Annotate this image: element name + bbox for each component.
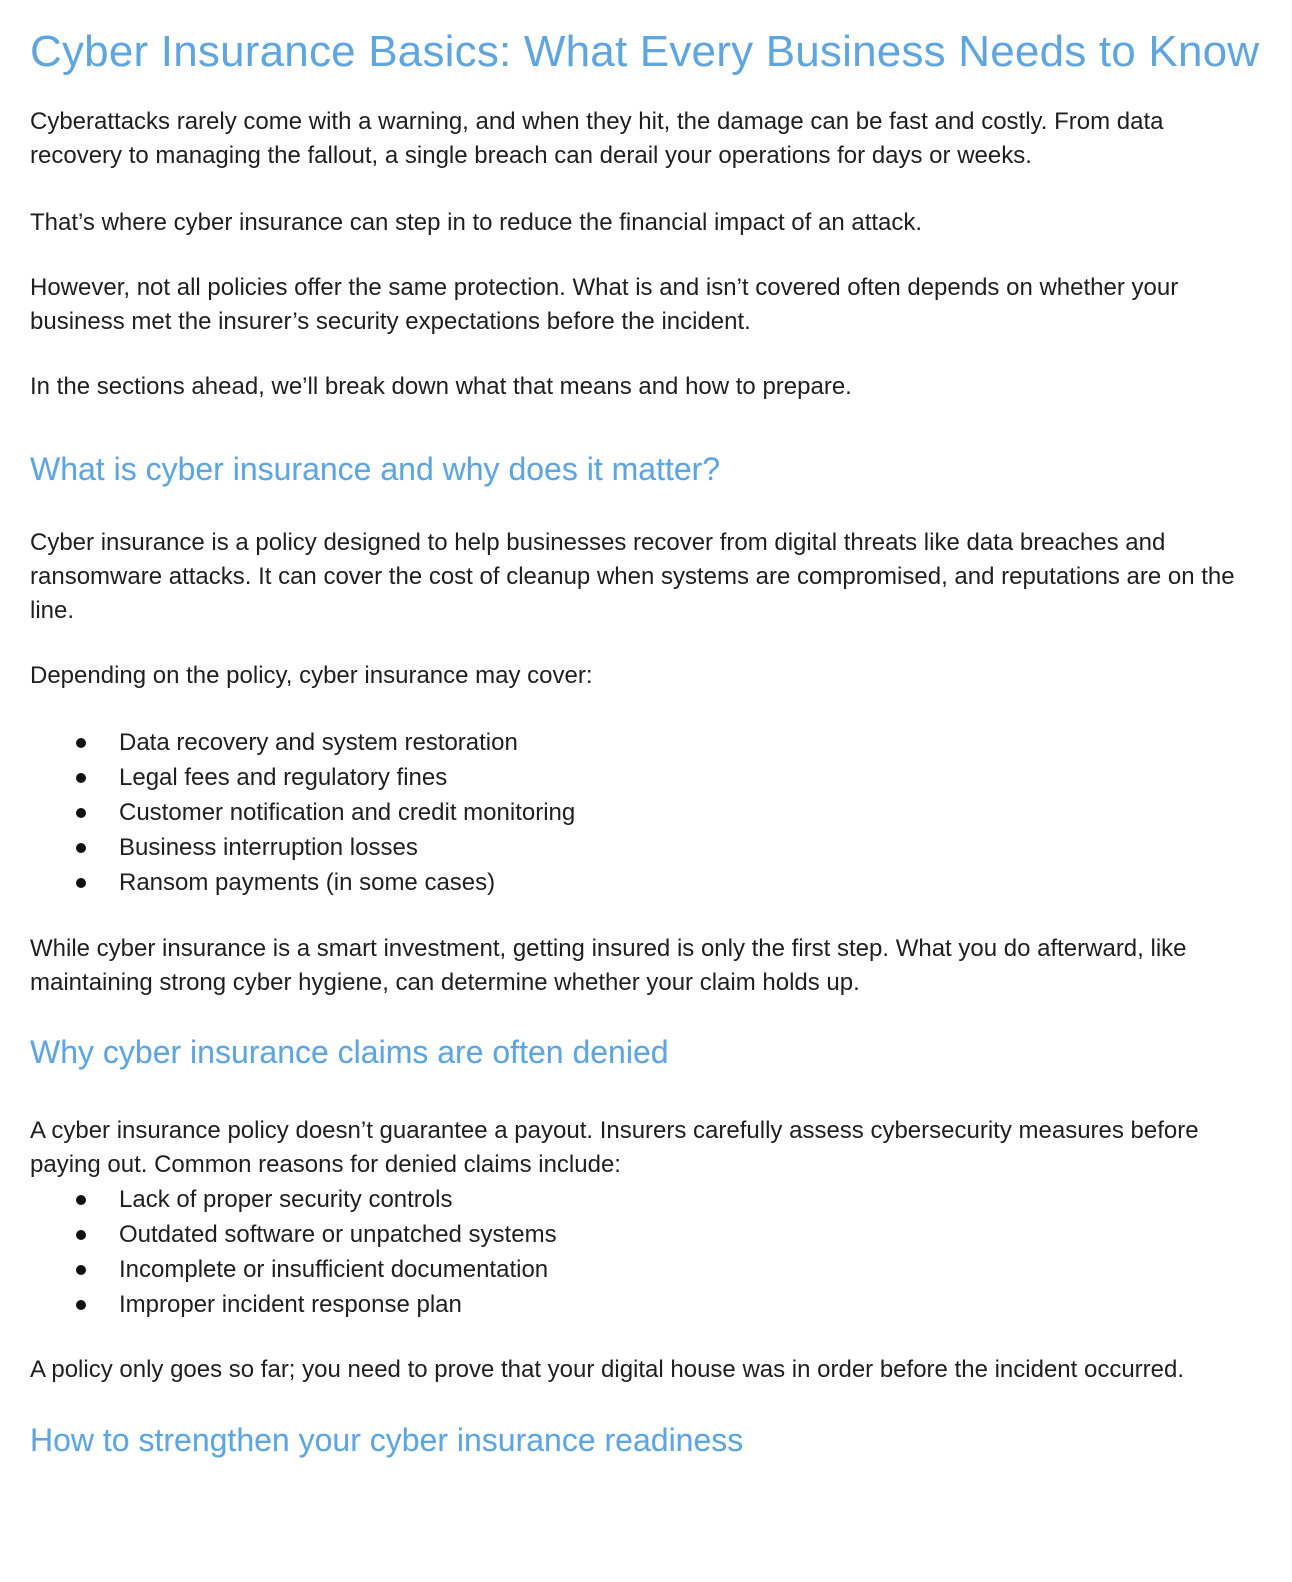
intro-paragraph-3: However, not all policies offer the same protection. What is and isn’t covered often depends on whether your business met the insurer’s security expectations before the incident. bbox=[30, 274, 1179, 335]
section2-paragraph-1: A cyber insurance policy doesn’t guarantee a payout. Insurers carefully assess cybersecurity measures before paying out. Common reasons for denied claims include: bbox=[30, 1117, 1199, 1178]
article-title: Cyber Insurance Basics: What Every Business Needs to Know bbox=[30, 27, 1260, 76]
intro-paragraph-1: Cyberattacks rarely come with a warning, and when they hit, the damage can be fast and costly. From data recovery to managing the fallout, a single breach can derail your operations for days or weeks. bbox=[30, 108, 1164, 169]
list-item: Outdated software or unpatched systems bbox=[30, 1217, 1262, 1252]
section-heading-readiness: How to strengthen your cyber insurance readiness bbox=[30, 1422, 744, 1458]
section-heading-claims-denied: Why cyber insurance claims are often denied bbox=[30, 1034, 669, 1070]
intro-paragraph-2: That’s where cyber insurance can step in to reduce the financial impact of an attack. bbox=[30, 209, 923, 236]
list-item: Ransom payments (in some cases) bbox=[30, 865, 1262, 900]
denial-reasons-list bbox=[30, 1182, 1262, 1322]
list-item: Lack of proper security controls bbox=[30, 1182, 1262, 1217]
coverage-list bbox=[30, 725, 1262, 900]
section1-paragraph-2: Depending on the policy, cyber insurance may cover: bbox=[30, 662, 593, 689]
section1-paragraph-3: While cyber insurance is a smart investment, getting insured is only the first step. What you do afterward, like maintaining strong cyber hygiene, can determine whether your claim holds up. bbox=[30, 935, 1187, 996]
list-item: Incomplete or insufficient documentation bbox=[30, 1252, 1262, 1287]
section-heading-what-is: What is cyber insurance and why does it matter? bbox=[30, 451, 721, 487]
intro-paragraph-4: In the sections ahead, we’ll break down what that means and how to prepare. bbox=[30, 373, 852, 400]
section2-paragraph-2: A policy only goes so far; you need to prove that your digital house was in order before the incident occurred. bbox=[30, 1356, 1185, 1383]
list-item: Data recovery and system restoration bbox=[30, 725, 1262, 760]
list-item: Business interruption losses bbox=[30, 830, 1262, 865]
list-item: Improper incident response plan bbox=[30, 1287, 1262, 1322]
section1-paragraph-1: Cyber insurance is a policy designed to help businesses recover from digital threats like data breaches and ransomware attacks. It can cover the cost of cleanup when systems are compromised, and reputations are on the line. bbox=[30, 529, 1235, 624]
list-item: Legal fees and regulatory fines bbox=[30, 760, 1262, 795]
list-item: Customer notification and credit monitoring bbox=[30, 795, 1262, 830]
